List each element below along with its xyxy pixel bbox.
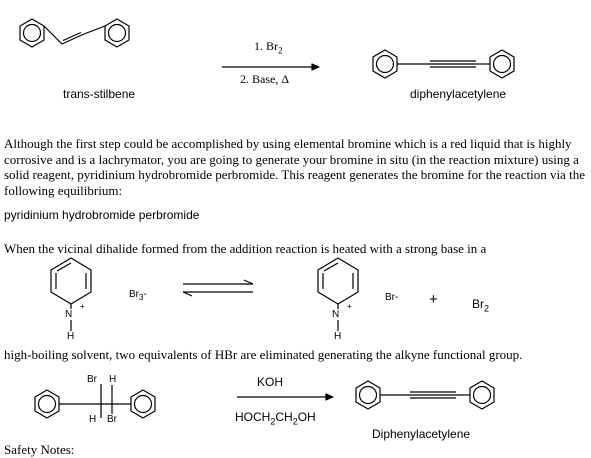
label-trans-stilbene: trans-stilbene	[63, 87, 136, 101]
top-h-label: H	[109, 374, 117, 385]
br3-anion: $Br_3-$	[129, 289, 147, 302]
n-charge-right: +	[347, 302, 352, 311]
paragraph-hbr-elimination: high-boiling solvent, two equivalents of HBr are eliminated generating the alkyne functional group.	[4, 347, 523, 362]
paragraph-vicinal-dihalide: When the vicinal dihalide formed from the addition reaction is heated with a strong base in a	[4, 241, 487, 256]
bromide-anion: Br-	[385, 292, 399, 303]
n-atom-right: N	[332, 309, 340, 320]
reaction-arrow-2	[237, 394, 333, 400]
label-diphenylacetylene: diphenylacetylene	[410, 87, 507, 101]
n-atom-left: N	[65, 309, 73, 320]
diphenylacetylene-product-structure	[356, 381, 494, 409]
diphenylacetylene-structure	[373, 50, 514, 78]
safety-notes-heading: Safety Notes:	[4, 442, 75, 457]
reaction-arrow-1	[222, 64, 319, 70]
equilibrium-arrows	[183, 280, 253, 296]
top-br-label: Br	[87, 374, 97, 385]
n-charge-left: +	[80, 302, 85, 311]
reagent-name-line: pyridinium hydrobromide perbromide	[4, 208, 200, 222]
pyridinium-left-structure	[51, 258, 91, 331]
h-atom-right: H	[334, 331, 342, 342]
plus-sign: +	[429, 291, 438, 308]
bromine-molecule: $Br_2$	[472, 297, 490, 314]
bottom-br-label: Br	[107, 414, 117, 425]
trans-stilbene-structure	[20, 19, 129, 47]
bottom-h-label: H	[89, 414, 97, 425]
reagent-step-2: 2. Base, Δ	[240, 72, 290, 86]
paragraph-bromine-generation: Although the first step could be accomplished by using elemental bromine which is a red liquid that is highly corrosive and is a lachrymator, you are going to generate your bromine in situ (in the reaction mixture) using a solid reagent, pyridinium hydrobromide perbromide. This reagent generates the bromine for the reaction via the following equilibrium:	[4, 136, 585, 198]
solvent-ethylene-glycol: $HOCH_2CH_2OH$	[235, 410, 316, 427]
h-atom-left: H	[67, 331, 75, 342]
reagent-step-1: 1. $Br_2$	[254, 39, 283, 56]
dibromide-structure	[35, 384, 155, 418]
base-koh: KOH	[257, 375, 284, 389]
label-product-diphenylacetylene: Diphenylacetylene	[372, 427, 471, 441]
pyridinium-right-structure	[318, 258, 358, 331]
